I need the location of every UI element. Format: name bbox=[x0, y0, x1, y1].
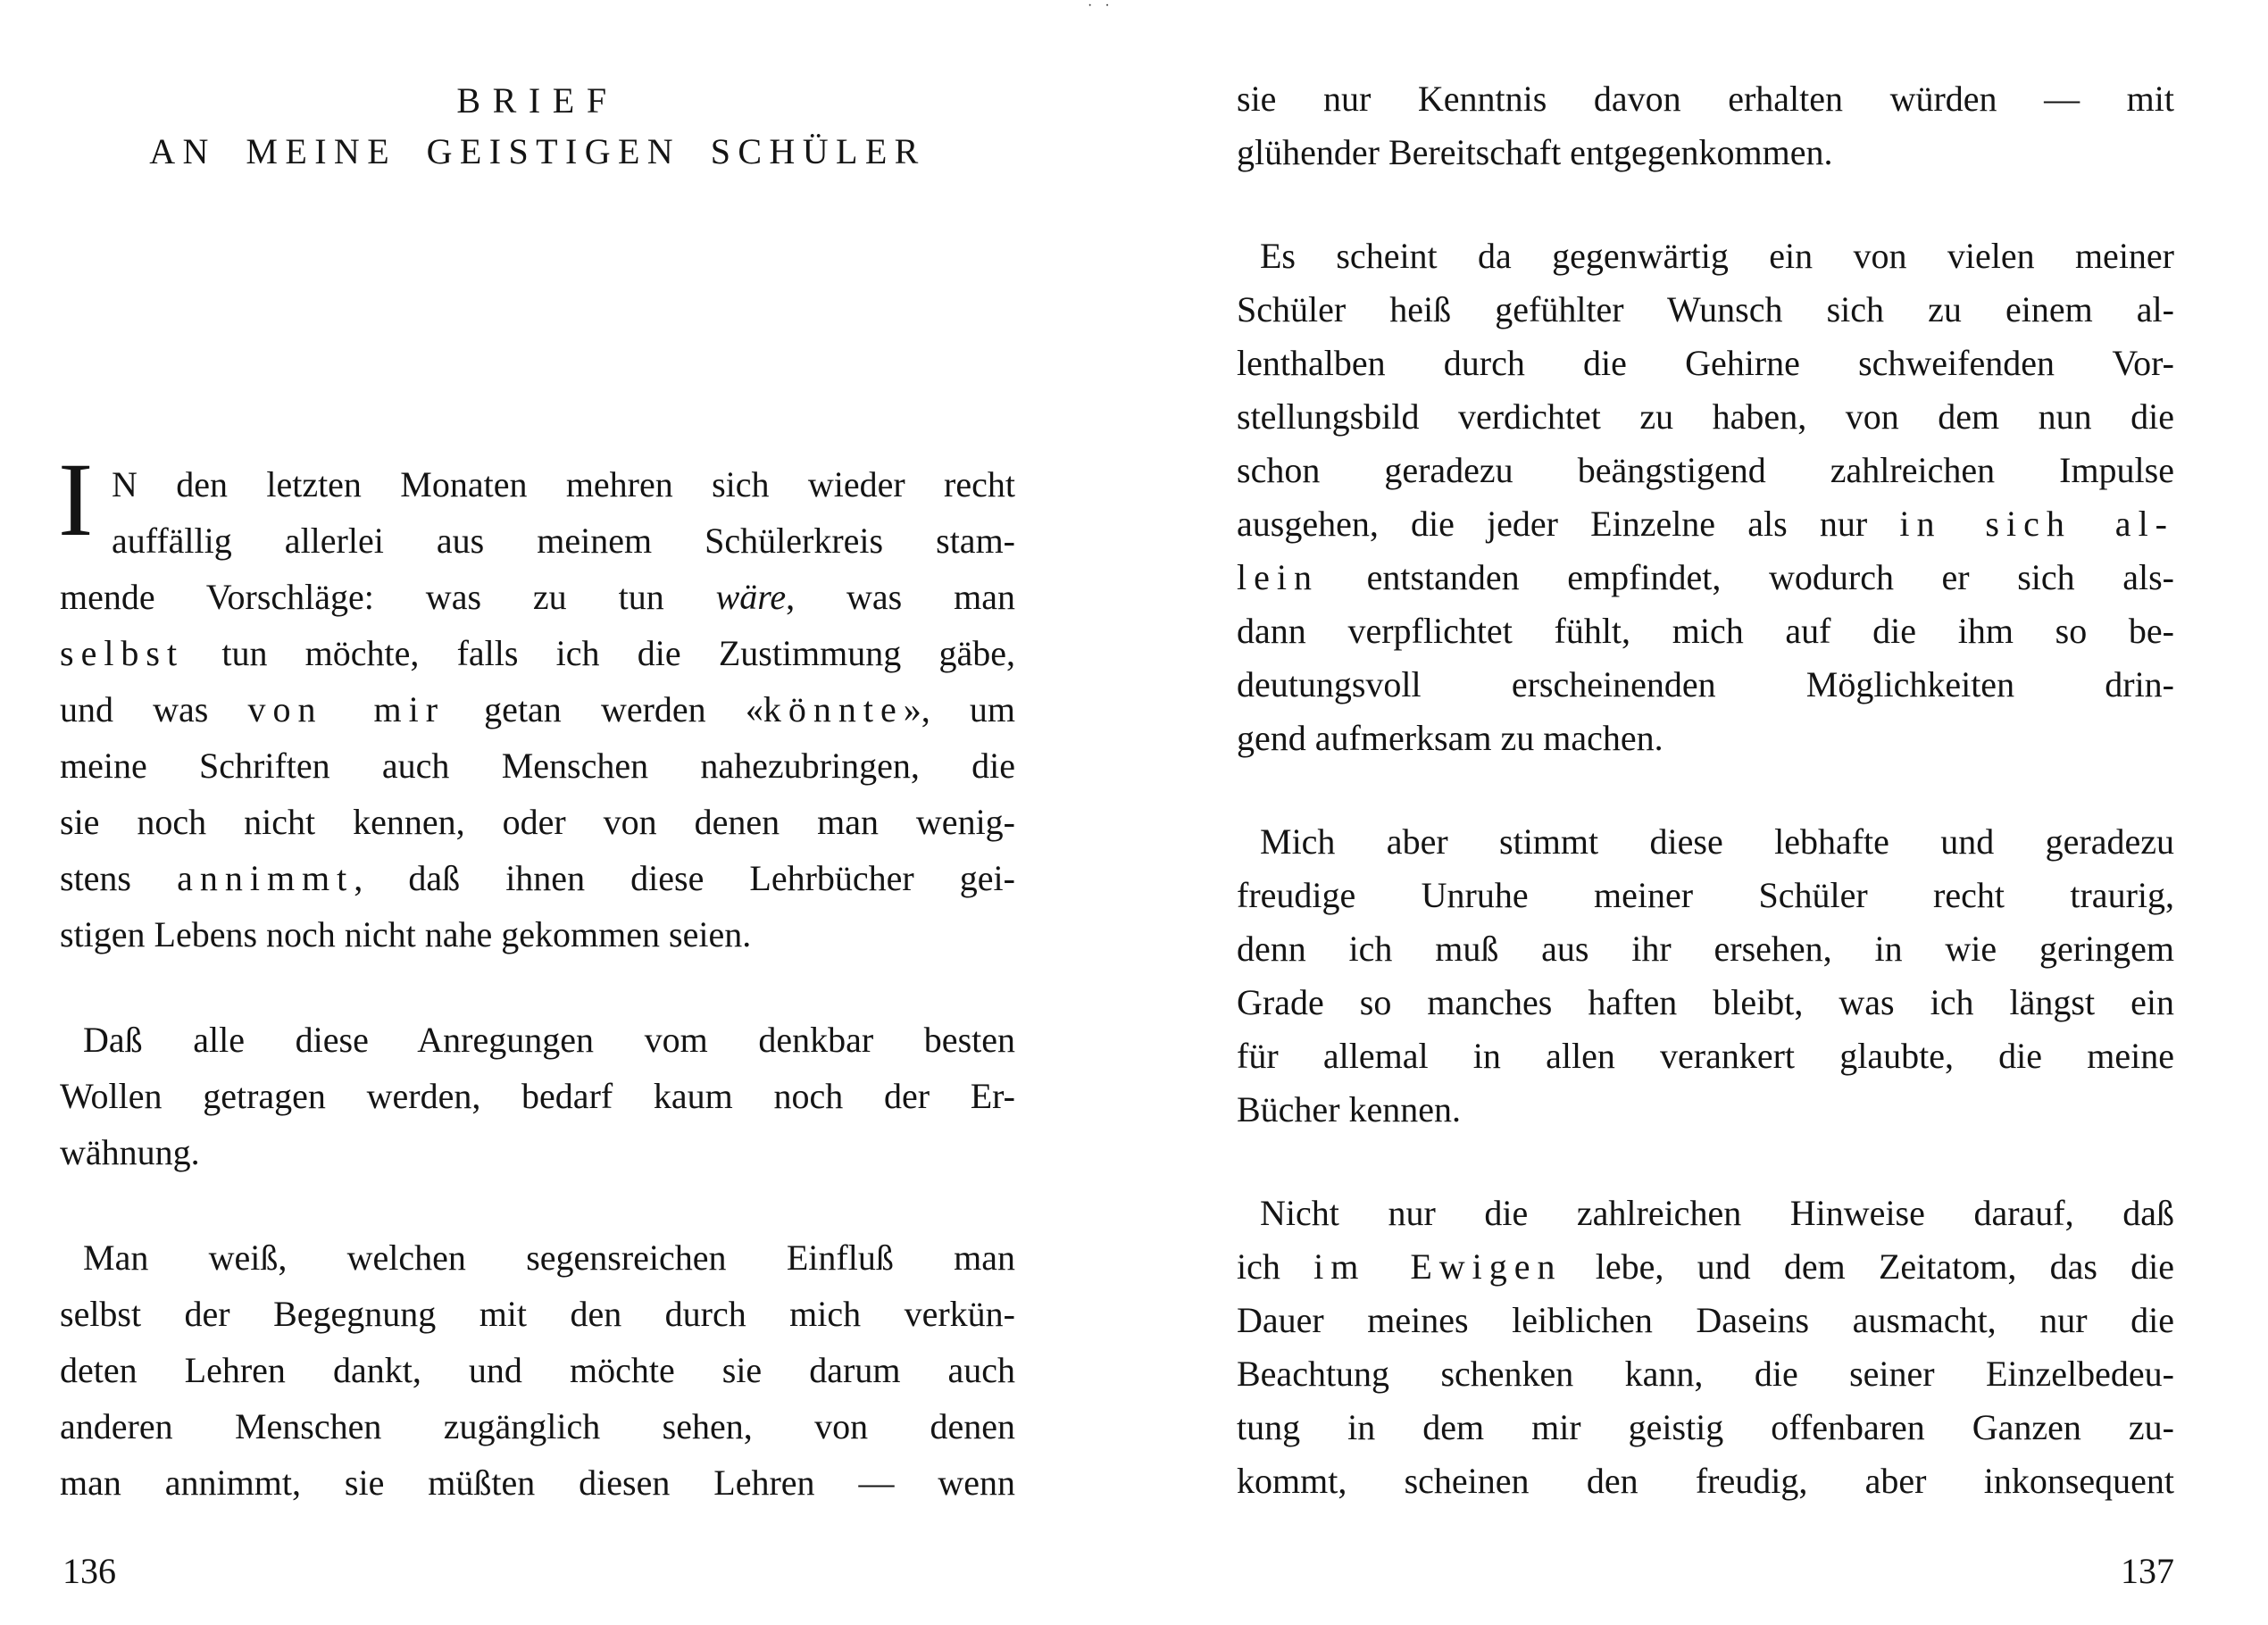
text-line bbox=[1237, 604, 2174, 658]
body-text: Schüler heiß gefühlter Wunsch sich zu einem al- bbox=[1237, 289, 2174, 329]
text-line bbox=[1237, 1294, 2174, 1347]
body-text: gend aufmerksam zu machen. bbox=[1237, 718, 1663, 758]
body-text: », um bbox=[903, 689, 1015, 729]
body-text: deten Lehren dankt, und möchte sie darum auch bbox=[60, 1350, 1015, 1390]
body-text: , daß ihnen diese Lehrbücher gei- bbox=[354, 858, 1015, 898]
text-line bbox=[1237, 1401, 2174, 1454]
body-text: stellungsbild verdichtet zu haben, von dem nun die bbox=[1237, 396, 2174, 437]
text-line bbox=[1237, 976, 2174, 1029]
page-number-left: 136 bbox=[63, 1551, 116, 1591]
body-text: entstanden empfindet, wodurch er sich als- bbox=[1318, 557, 2174, 597]
body-text: Grade so manches haften bleibt, was ich längst ein bbox=[1237, 982, 2174, 1022]
body-text: für allemal in allen verankert glaubte, die meine bbox=[1237, 1036, 2174, 1076]
text-line bbox=[1237, 922, 2174, 976]
body-text: meine Schriften auch Menschen nahezubringen, die bbox=[60, 746, 1015, 786]
body-text: freudige Unruhe meiner Schüler recht traurig, bbox=[1237, 875, 2174, 915]
body-text: Mich aber stimmt diese lebhafte und geradezu bbox=[1260, 821, 2174, 862]
paragraph bbox=[1237, 229, 2174, 765]
body-text: Nicht nur die zahlreichen Hinweise darauf, daß bbox=[1260, 1193, 2174, 1233]
paragraph bbox=[58, 441, 1016, 962]
text-line bbox=[1237, 1187, 2174, 1240]
body-text: ich bbox=[1237, 1246, 1314, 1287]
text-line bbox=[1237, 712, 2174, 765]
letterspaced-text: von mir bbox=[247, 689, 446, 729]
body-text: anderen Menschen zugänglich sehen, von denen bbox=[60, 1406, 1015, 1446]
body-text: Es scheint da gegenwärtig ein von vielen meiner bbox=[1260, 236, 2174, 276]
body-text: Beachtung schenken kann, die seiner Einzelbedeu- bbox=[1237, 1354, 2174, 1394]
text-line bbox=[60, 738, 1015, 794]
text-line bbox=[60, 625, 1015, 681]
body-text: sie noch nicht kennen, oder von denen man wenig- bbox=[60, 802, 1015, 842]
text-line bbox=[60, 681, 1015, 738]
body-text: auffällig allerlei aus meinem Schülerkreis stam- bbox=[112, 521, 1015, 561]
page-number-right: 137 bbox=[2121, 1551, 2174, 1591]
paragraph bbox=[1237, 72, 2174, 179]
body-text: schon geradezu beängstigend zahlreichen Impulse bbox=[1237, 450, 2174, 490]
body-text: sie nur Kenntnis davon erhalten würden — mit bbox=[1237, 79, 2174, 119]
text-line bbox=[1237, 1454, 2174, 1508]
body-text: N den letzten Monaten mehren sich wieder recht bbox=[112, 464, 1015, 504]
text-line bbox=[1237, 1240, 2174, 1294]
text-line bbox=[60, 1012, 1015, 1068]
letterspaced-text: in sich al- bbox=[1899, 504, 2174, 544]
text-line bbox=[1237, 1083, 2174, 1137]
body-text: , was man bbox=[786, 577, 1016, 617]
text-line bbox=[1237, 551, 2174, 604]
text-line bbox=[60, 569, 1015, 625]
chapter-title-line-1: BRIEF bbox=[456, 80, 619, 121]
body-text: getan werden « bbox=[445, 689, 763, 729]
letterspaced-text: lein bbox=[1237, 557, 1319, 597]
text-line bbox=[1237, 1029, 2174, 1083]
text-line bbox=[60, 1229, 1015, 1286]
text-line bbox=[60, 1454, 1015, 1511]
text-line bbox=[60, 1124, 1015, 1180]
body-text: tun möchte, falls ich die Zustimmung gäbe, bbox=[184, 633, 1015, 673]
text-line bbox=[1237, 497, 2174, 551]
text-line bbox=[60, 1068, 1015, 1124]
text-line bbox=[1237, 337, 2174, 390]
body-text: dann verpflichtet fühlt, mich auf die ihm so be- bbox=[1237, 611, 2174, 651]
text-line bbox=[60, 1286, 1015, 1342]
body-text: kommt, scheinen den freudig, aber inkonsequent bbox=[1237, 1461, 2174, 1501]
body-text: lebe, und dem Zeitatom, das die bbox=[1562, 1246, 2175, 1287]
body-text: deutungsvoll erscheinenden Möglichkeiten drin- bbox=[1237, 664, 2174, 704]
letterspaced-text: selbst bbox=[60, 633, 185, 673]
body-text: Man weiß, welchen segensreichen Einfluß man bbox=[83, 1238, 1015, 1278]
chapter-title-line-2: AN MEINE GEISTIGEN SCHÜLER bbox=[149, 131, 926, 171]
text-line bbox=[60, 1398, 1015, 1454]
body-text: ausgehen, die jeder Einzelne als nur bbox=[1237, 504, 1900, 544]
text-line bbox=[1237, 815, 2174, 869]
body-text: Bücher kennen. bbox=[1237, 1089, 1462, 1129]
body-text: tung in dem mir geistig offenbaren Ganzen zu- bbox=[1237, 1407, 2174, 1447]
body-text: man annimmt, sie müßten diesen Lehren — wenn bbox=[60, 1462, 1015, 1503]
drop-cap: I bbox=[58, 441, 94, 558]
page-body bbox=[1237, 72, 2174, 1508]
text-line bbox=[1237, 869, 2174, 922]
chapter-title bbox=[60, 75, 1015, 177]
body-text: selbst der Begegnung mit den durch mich verkün- bbox=[60, 1294, 1015, 1334]
italic-text: wäre bbox=[715, 577, 787, 617]
text-line bbox=[1237, 658, 2174, 712]
body-text: stens bbox=[60, 858, 178, 898]
text-line bbox=[60, 850, 1015, 906]
body-text: Dauer meines leiblichen Daseins ausmacht, nur die bbox=[1237, 1300, 2174, 1340]
letterspaced-text: könnte bbox=[763, 689, 904, 729]
body-text: glühender Bereitschaft entgegenkommen. bbox=[1237, 132, 1833, 172]
body-text: denn ich muß aus ihr ersehen, in wie geringem bbox=[1237, 929, 2174, 969]
text-line bbox=[1237, 126, 2174, 179]
letterspaced-text: im Ewigen bbox=[1313, 1246, 1563, 1287]
text-line bbox=[60, 906, 1015, 962]
letterspaced-text: annimmt bbox=[177, 858, 354, 898]
body-text: und was bbox=[60, 689, 248, 729]
text-line bbox=[60, 1342, 1015, 1398]
text-line bbox=[60, 456, 1015, 512]
text-line bbox=[1237, 444, 2174, 497]
body-text: wähnung. bbox=[60, 1132, 200, 1172]
paragraph bbox=[60, 1012, 1015, 1180]
text-line bbox=[1237, 229, 2174, 283]
text-line bbox=[60, 512, 1015, 569]
body-text: Daß alle diese Anregungen vom denkbar besten bbox=[83, 1020, 1015, 1060]
paragraph bbox=[60, 1229, 1015, 1511]
text-line bbox=[1237, 283, 2174, 337]
body-text: stigen Lebens noch nicht nahe gekommen seien. bbox=[60, 914, 752, 954]
body-text: lenthalben durch die Gehirne schweifenden Vor- bbox=[1237, 343, 2174, 383]
text-line bbox=[60, 794, 1015, 850]
paragraph bbox=[1237, 815, 2174, 1137]
text-line bbox=[1237, 1347, 2174, 1401]
body-text: mende Vorschläge: was zu tun bbox=[60, 577, 716, 617]
paragraph bbox=[1237, 1187, 2174, 1508]
text-line bbox=[1237, 72, 2174, 126]
text-line bbox=[1237, 390, 2174, 444]
body-text: Wollen getragen werden, bedarf kaum noch der Er- bbox=[60, 1076, 1015, 1116]
page-body bbox=[58, 441, 1016, 1511]
scan-artifact-dots: · · bbox=[1088, 0, 1114, 13]
